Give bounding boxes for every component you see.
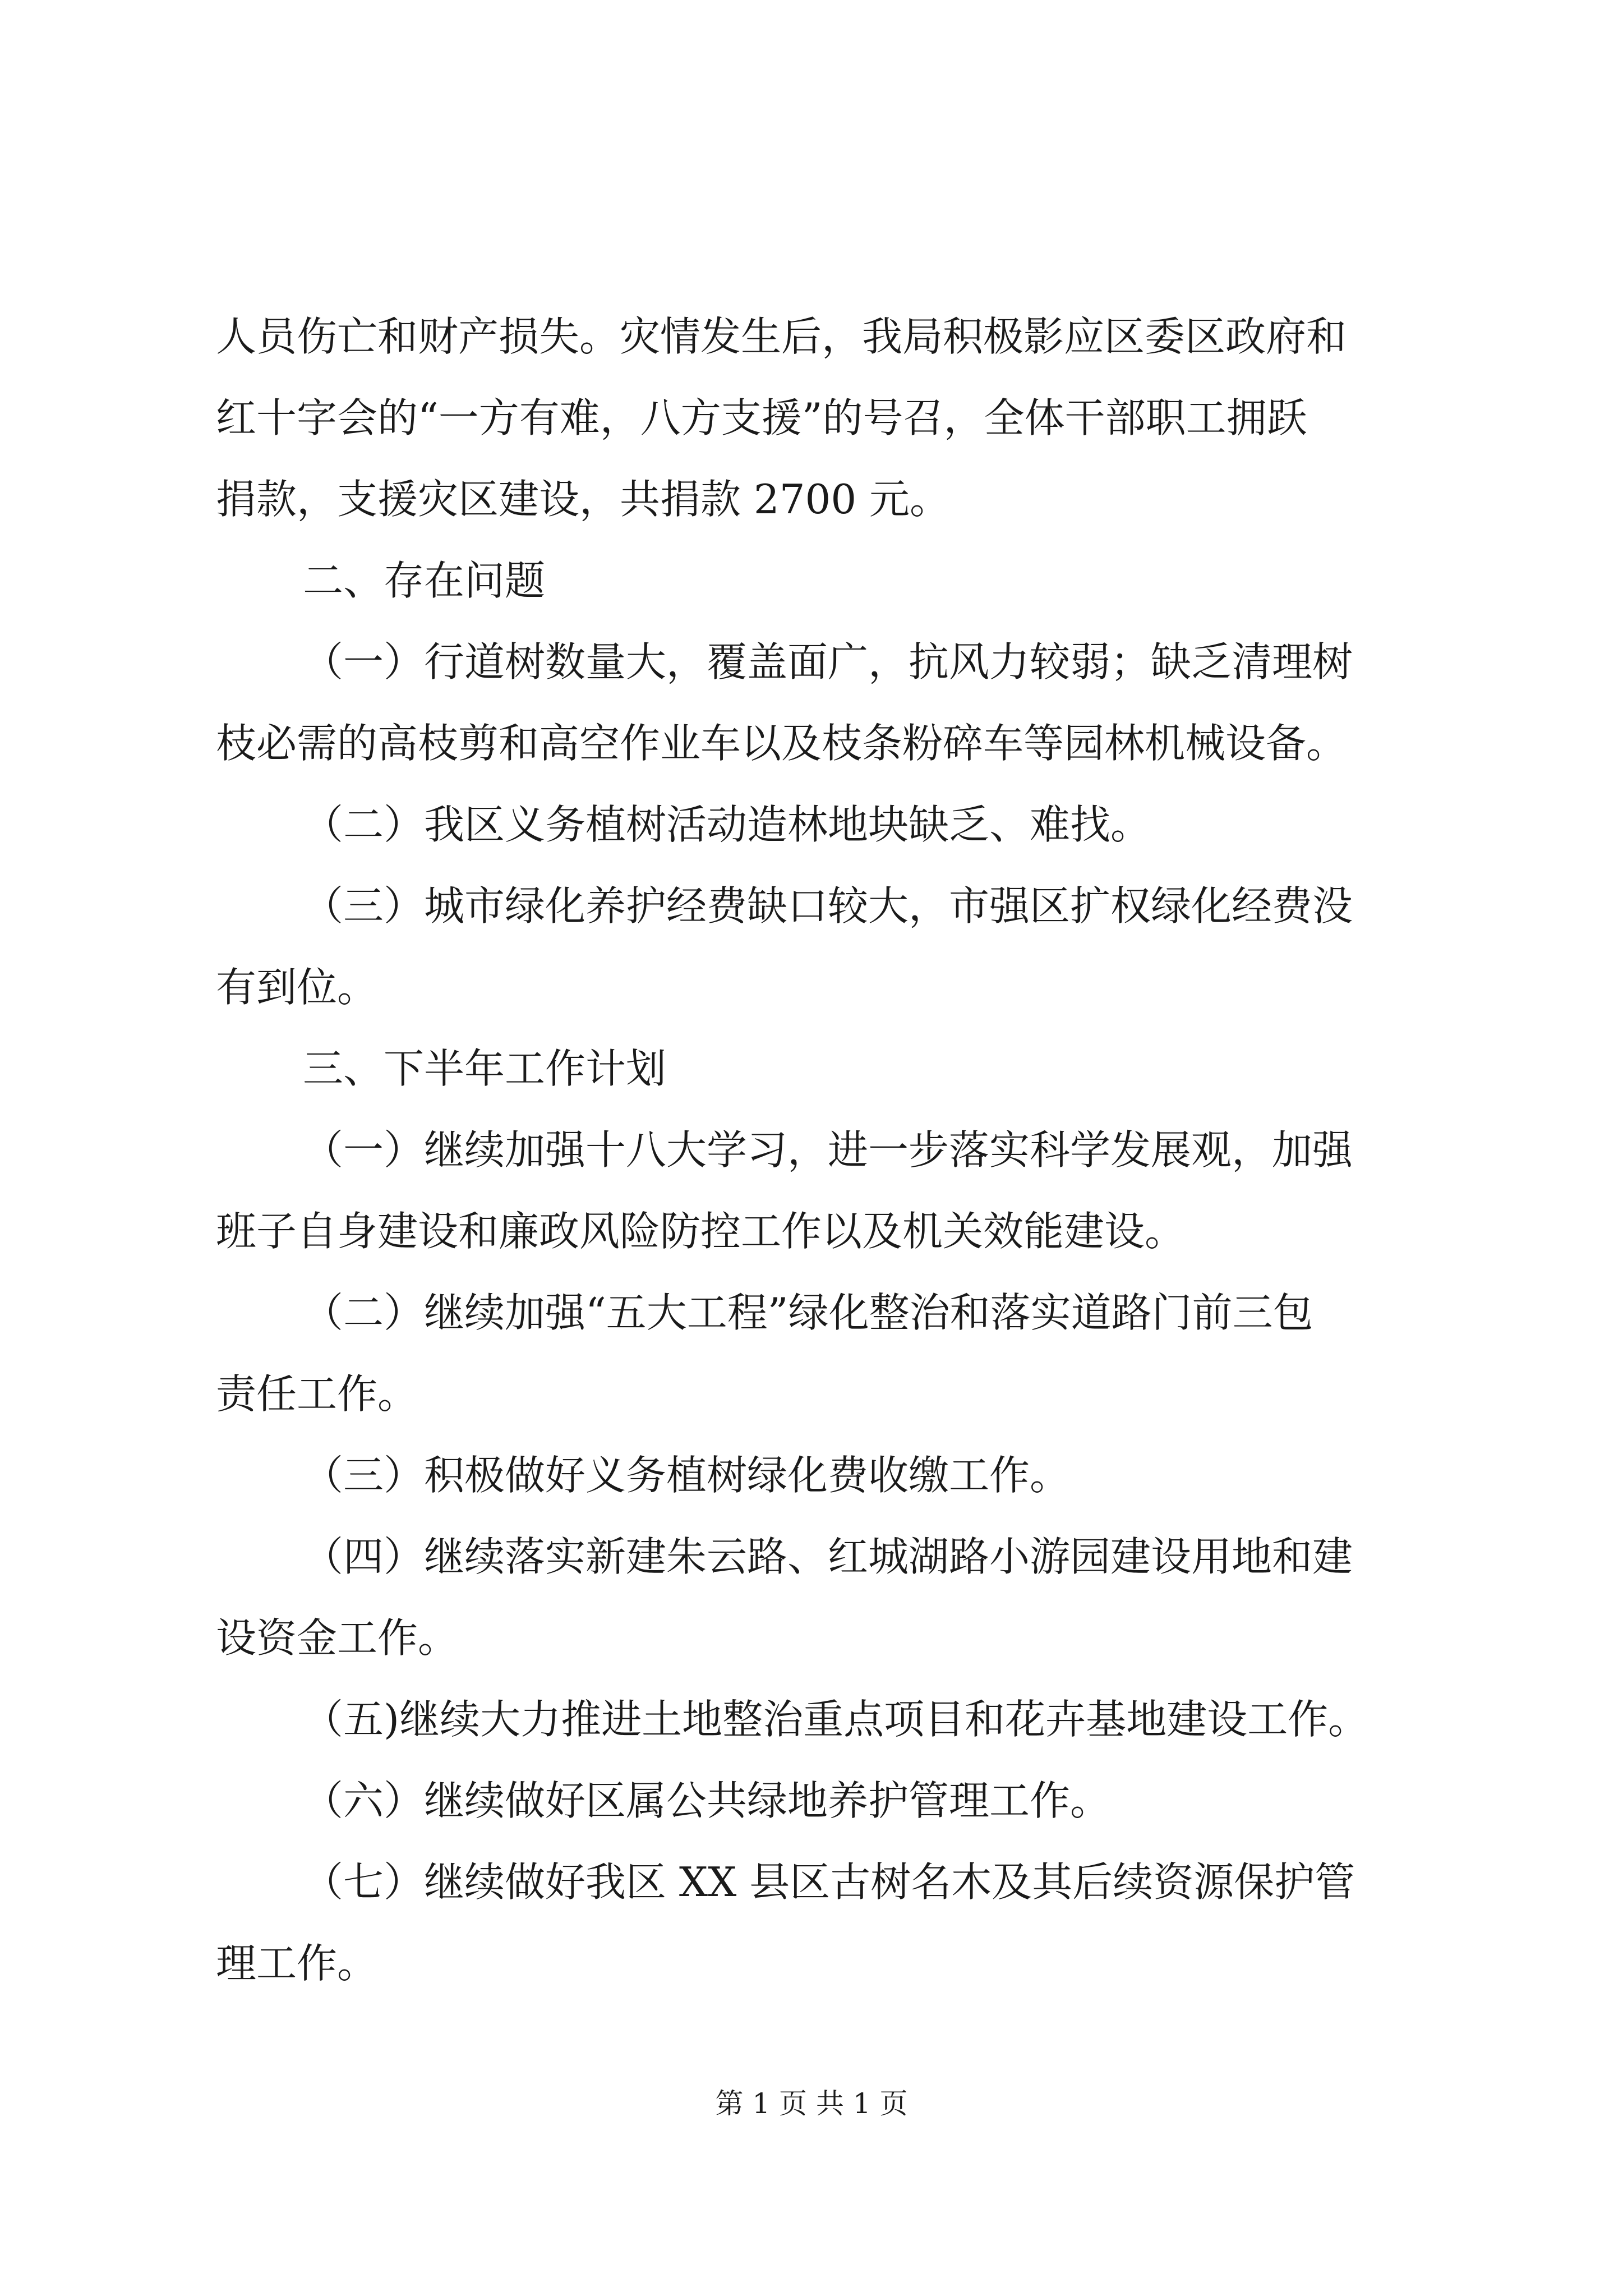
body-line: 捐款，支援灾区建设，共捐款 2700 元。 — [216, 476, 951, 523]
body-line: （四）继续落实新建朱云路、红城湖路小游园建设用地和建 — [303, 1533, 1353, 1580]
body-line: 枝必需的高枝剪和高空作业车以及枝条粉碎车等园林机械设备。 — [216, 720, 1347, 767]
body-line: 理工作。 — [216, 1940, 378, 1987]
section-heading: 三、下半年工作计划 — [303, 1045, 667, 1092]
body-line: 红十字会的“一方有难，八方支援”的号召，全体干部职工拥跃 — [216, 394, 1307, 441]
body-line: 班子自身建设和廉政风险防控工作以及机关效能建设。 — [216, 1208, 1186, 1255]
body-line: （三）城市绿化养护经费缺口较大，市强区扩权绿化经费没 — [303, 882, 1353, 930]
body-line: （一）行道树数量大，覆盖面广，抗风力较弱；缺乏清理树 — [303, 638, 1353, 685]
body-line: 责任工作。 — [216, 1370, 418, 1418]
body-line: （二）我区义务植树活动造林地块缺乏、难找。 — [303, 801, 1151, 848]
body-line: （五)继续大力推进土地整治重点项目和花卉基地建设工作。 — [303, 1696, 1369, 1743]
body-line: （三）积极做好义务植树绿化费收缴工作。 — [303, 1452, 1071, 1499]
page-number-footer: 第 1 页 共 1 页 — [715, 2087, 908, 2120]
body-line: 设资金工作。 — [216, 1614, 459, 1662]
body-line: （二）继续加强“五大工程”绿化整治和落实道路门前三包 — [303, 1289, 1313, 1336]
body-line: （七）继续做好我区 XX 县区古树名木及其后续资源保护管 — [303, 1858, 1355, 1906]
body-line: （一）继续加强十八大学习，进一步落实科学发展观，加强 — [303, 1126, 1353, 1174]
body-line: （六）继续做好区属公共绿地养护管理工作。 — [303, 1777, 1111, 1824]
body-line: 有到位。 — [216, 964, 378, 1011]
section-heading: 二、存在问题 — [303, 557, 546, 604]
body-line: 人员伤亡和财产损失。灾情发生后，我局积极影应区委区政府和 — [216, 313, 1347, 360]
